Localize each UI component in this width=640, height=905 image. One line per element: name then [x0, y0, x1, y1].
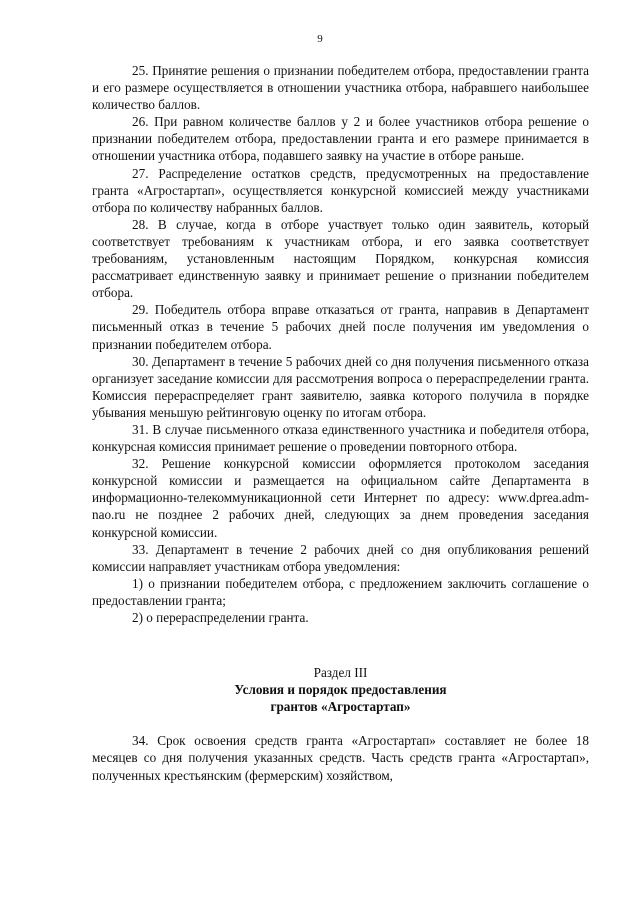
paragraph-34: 34. Срок освоения средств гранта «Агростартап» составляет не более 18 месяцев со дня получения указанных средств. Часть средств гранта «Агростартап», полученных крестьянским (фермерским) хозяйством,	[92, 733, 589, 783]
paragraph-30: 30. Департамент в течение 5 рабочих дней со дня получения письменного отказа организует заседание комиссии для рассмотрения вопроса о перераспределении гранта. Комиссия перераспределяет грант заявителю, заявка которого получила в порядке убывания меньшую рейтинговую оценку по итогам отбора.	[92, 353, 589, 420]
section-title-line-2: грантов «Агростартап»	[270, 699, 411, 715]
paragraph-31: 31. В случае письменного отказа единственного участника и победителя отбора, конкурсная комиссия принимает решение о проведении повторного отбора.	[92, 421, 589, 455]
paragraph-33-item-2: 2) о перераспределении гранта.	[132, 610, 309, 625]
paragraph-29: 29. Победитель отбора вправе отказаться от гранта, направив в Департамент письменный отказ в течение 5 рабочих дней после получения им уведомления о признании победителем отбора.	[92, 302, 589, 352]
paragraph-33: 33. Департамент в течение 2 рабочих дней со дня опубликования решений комиссии направляет участникам отбора уведомления:	[92, 541, 589, 574]
page-number: 9	[317, 33, 323, 45]
paragraph-33-item-1: 1) о признании победителем отбора, с предложением заключить соглашение о предоставлении гранта;	[92, 575, 589, 608]
section-heading	[92, 664, 589, 715]
section-title-line-1: Условия и порядок предоставления	[234, 682, 447, 698]
paragraph-28: 28. В случае, когда в отборе участвует только один заявитель, который соответствует требованиям к участникам отбора, и его заявка соответствует требованиям, установленным настоящим Порядком, конкурсная комиссия рассматривает единственную заявку и принимает решение о признании победителем отбора.	[92, 216, 589, 301]
paragraph-25: 25. Принятие решения о признании победителем отбора, предоставлении гранта и его размере осуществляется в отношении участника отбора, набравшего наибольшее количество баллов.	[92, 63, 589, 113]
paragraph-26: 26. При равном количестве баллов у 2 и более участников отбора решение о признании победителем отбора, предоставлении гранта и его размере принимается в отношении участника отбора, подавшего заявку на участие в отборе раньше.	[92, 114, 589, 164]
document-body	[92, 62, 589, 784]
section-number: Раздел III	[313, 665, 368, 681]
paragraph-32: 32. Решение конкурсной комиссии оформляется протоколом заседания конкурсной комиссии и размещается на официальном сайте Департамента в информационно-телекоммуникационной сети Интернет по адресу: www.dprea.adm-nao.ru не позднее 2 рабочих дней, следующих за днем проведения заседания конкурсной комиссии.	[92, 456, 589, 540]
section-body	[92, 732, 589, 783]
paragraph-27: 27. Распределение остатков средств, предусмотренных на предоставление гранта «Агростартап», осуществляется конкурсной комиссией между участниками отбора по количеству набранных баллов.	[92, 165, 589, 215]
